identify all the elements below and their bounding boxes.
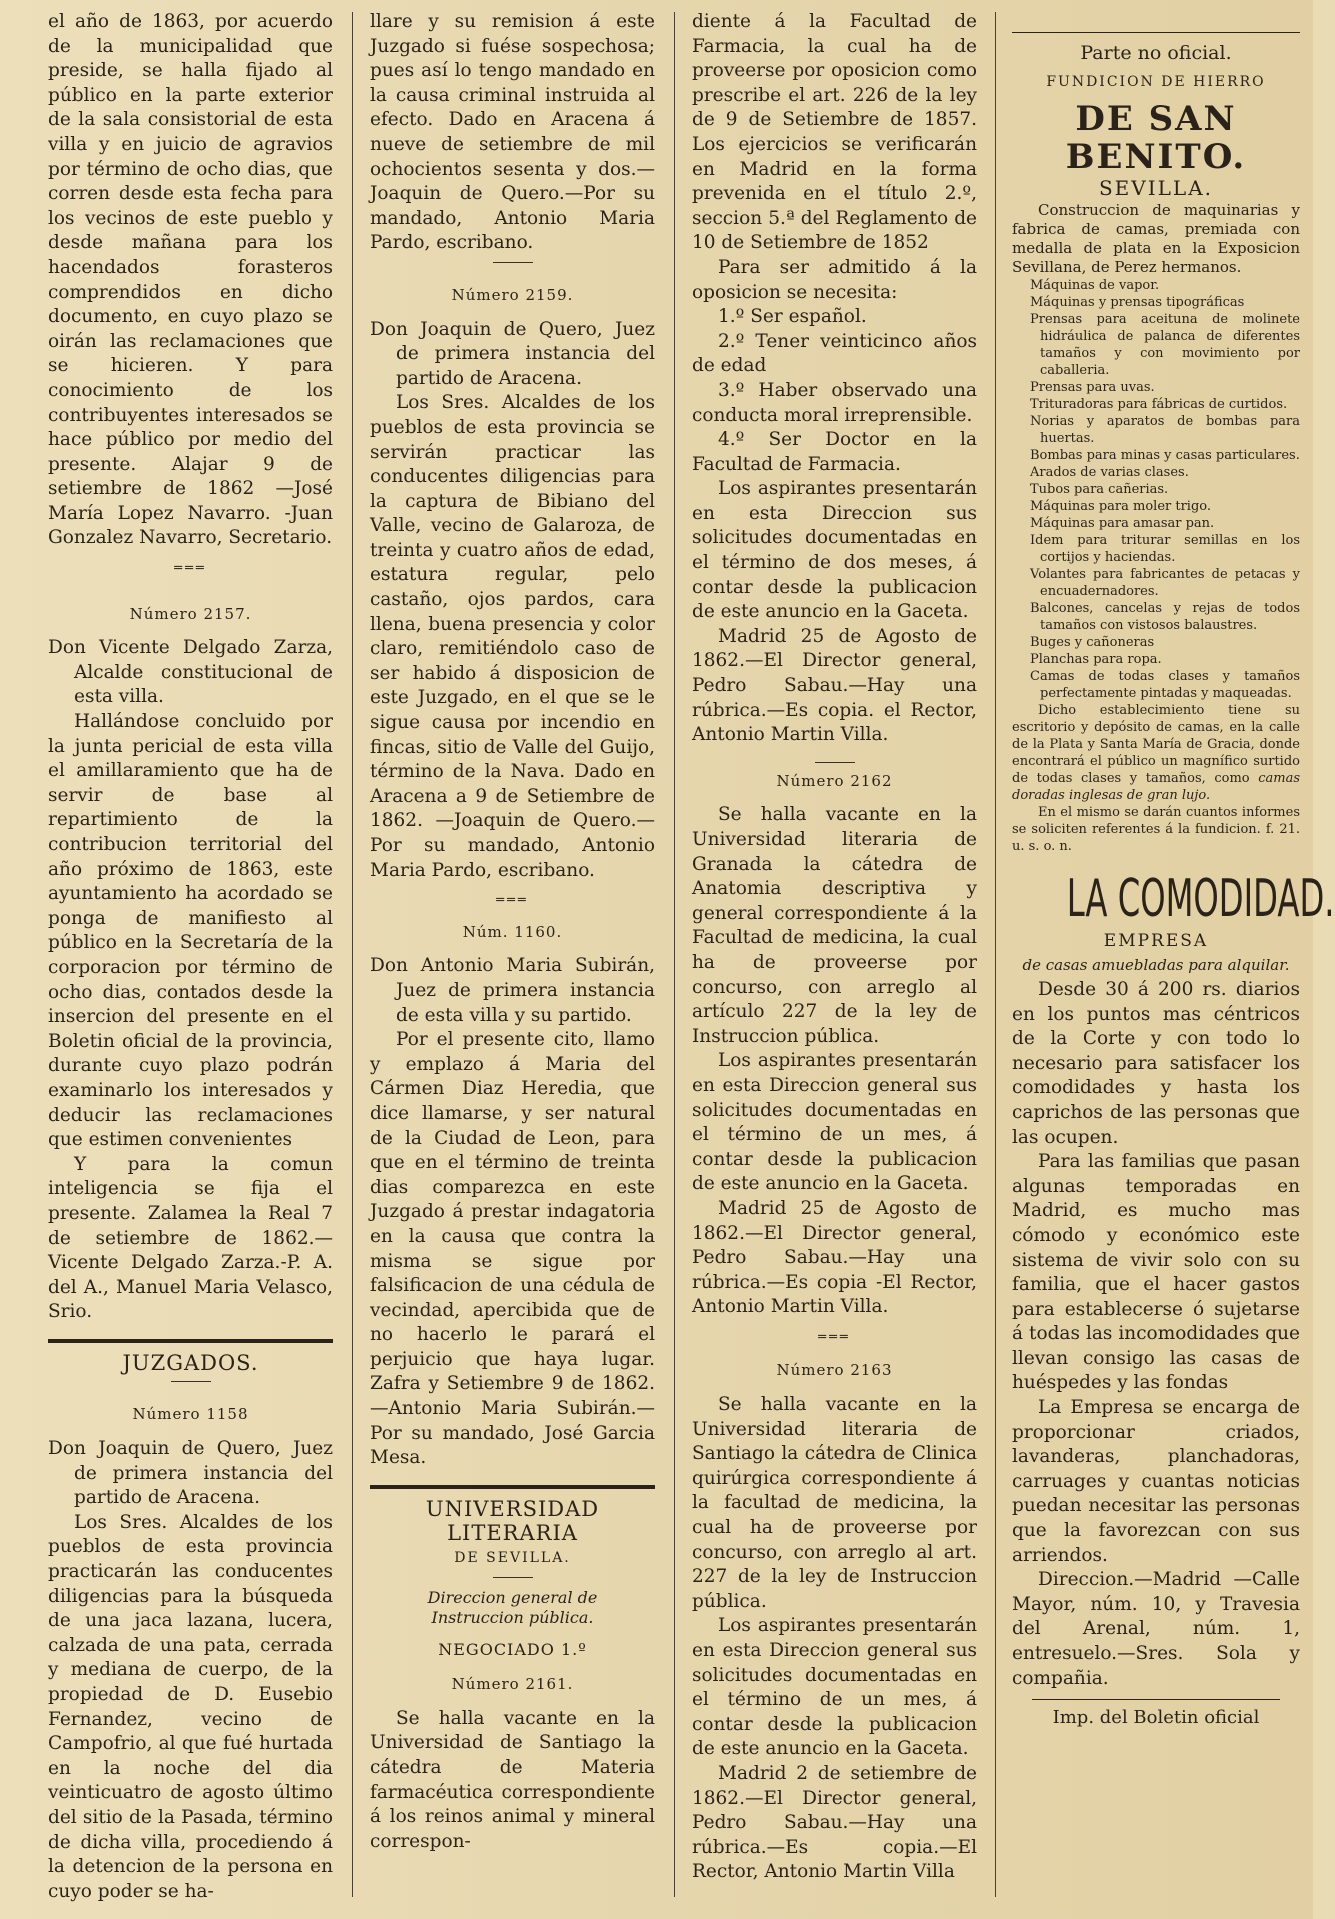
notice-number: Núm. 1160. [462,922,563,941]
product-list-item: Buges y cañoneras [1030,634,1155,650]
advert-paragraph: En el mismo se darán cuantos informes se soliciten referentes á la fundicion. f. 21. u. s. o. n. [1012,804,1300,854]
column-2 [370,10,655,1905]
product-list-item: Trituradoras para fábricas de curtidos. [1030,396,1288,412]
paragraph: Madrid 2 de setiembre de 1862.—El Director general, Pedro Sabau.—Hay una rúbrica.—Es copia.—El Rector, Antonio Martin Villa [692,1762,977,1883]
advert-italic-text: camas doradas inglesas de gran lujo. [1012,770,1300,803]
requirement: 4.º Ser Doctor en la Facultad de Farmacia. [692,429,977,475]
section-rule [1012,32,1300,33]
notice-number: Número 1158 [132,1405,249,1424]
paragraph: Por el presente cito, llamo y emplazo á Maria del Cármen Diaz Heredia, que dice llamarse, y ser natural de la Ciudad de Leon, para que en el término de treinta dias comparezca en este Juzgado á prestar indagatoria en la causa que contra la misma se sigue por falsificacion de una cédula de vecindad, apercibida que de no hacerlo le parará el perjuicio que haya lugar. Zafra y Setiembre 9 de 1862.—Antonio Maria Subirán.—Por su mandado, José Garcia Mesa. [370,1029,655,1469]
column-1 [48,10,333,1905]
advert-paragraph [1012,702,1300,804]
product-list [1012,277,1300,702]
column-4 [1012,10,1335,1905]
paragraph: diente á la Facultad de Farmacia, la cual ha de proveerse por oposicion como prescribe el art. 226 de la ley de 9 de Setiembre de 1857. Los ejercicios se verificarán en Madrid en la forma prevenida en el título 2.º, seccion 5.ª del Reglamento de 10 de Setiembre de 1852 [692,11,977,254]
column-divider [352,12,353,1897]
paragraph: Direccion.—Madrid —Calle Mayor, núm. 10, y Travesia del Arenal, núm. 1, entresuelo.—Sres. Sola y compañia. [1012,1569,1300,1689]
requirement: 3.º Haber observado una conducta moral irreprensible. [692,379,977,426]
paragraph: Y para la comun inteligencia se fija el presente. Zalamea la Real 7 de setiembre de 1862.—Vicente Delgado Zarza.-P. A. del A., Manuel Maria Velasco, Srio. [48,1153,333,1323]
advert-title: LA COMODIDAD. [1066,868,1335,929]
paragraph: La Empresa se encarga de proporcionar criados, lavanderas, planchadoras, carruages y cuantas noticias puedan necesitar las personas que la favorezcan con sus arriendos. [1012,1397,1300,1566]
footer-rule [1032,1699,1280,1700]
section-heading: UNIVERSIDAD LITERARIA [425,1496,600,1546]
section-heading: Parte no oficial. [1080,42,1232,64]
notice-heading: Don Joaquin de Quero, Juez de primera instancia del partido de Aracena. [370,318,655,389]
paragraph: Los aspirantes presentarán en esta Direccion general sus solicitudes documentadas en el término de un mes, á contar desde la publicacion de este anuncio en la Gaceta. [692,1050,977,1195]
product-list-item: Idem para triturar semillas en los cortijos y haciendas. [1030,532,1300,565]
column-3 [692,10,977,1905]
section-heading: JUZGADOS. [122,1350,259,1375]
notice-number: Número 2161. [451,1675,574,1694]
paragraph: Se halla vacante en la Universidad literaria de Granada la cátedra de Anatomia descriptiva y general correspondiente á la Facultad de medicina, la cual ha de proveerse por concurso, con arreglo al artículo 227 de la ley de Instruccion pública. [692,804,977,1047]
product-list-item: Prensas para uvas. [1030,379,1155,395]
paragraph: Los aspirantes presentarán en esta Direccion sus solicitudes documentadas en el término de dos meses, á contar desde la publicacion de este anuncio en la Gaceta. [692,478,977,623]
ornament: ═══ [496,893,529,909]
product-list-item: Tubos para cañerias. [1030,481,1169,497]
short-rule [171,1381,211,1382]
short-rule [493,262,533,263]
product-list-item: Arados de varias clases. [1030,464,1189,480]
notice-number: Número 2162 [776,771,893,790]
paragraph: Los aspirantes presentarán en esta Direccion general sus solicitudes documentadas en el término de un mes, á contar desde la publicacion de este anuncio en la Gaceta. [692,1615,977,1760]
product-list-item: Máquinas para amasar pan. [1030,515,1215,531]
column-divider [674,12,675,1897]
requirement: 2.º Tener veinticinco años de edad [692,330,977,377]
paragraph: Los Sres. Alcaldes de los pueblos de esta provincia practicarán las conducentes diligencias para la búsqueda de una jaca lazana, lucera, calzada de una pata, cerrada y mediana de cuerpo, de la propiedad de D. Eusebio Fernandez, vecino de Campofrio, al que fué hurtada en la noche del dia veinticuatro de agosto último del sitio de la Pasada, término de dicha villa, procediendo á la detencion de la persona en cuyo poder se ha- [48,1511,333,1902]
product-list-item: Balcones, cancelas y rejas de todos tamaños con vistosos balaustres. [1030,600,1300,633]
product-list-item: Planchas para ropa. [1030,651,1162,667]
notice-number: Número 2163 [776,1361,893,1380]
short-rule [493,1577,533,1578]
notice-heading: Don Joaquin de Quero, Juez de primera instancia del partido de Aracena. [48,1438,333,1509]
product-list-item: Prensas para aceituna de molinete hidráulica de palanca de diferentes tamaños y con movimiento por caballeria. [1030,311,1300,378]
column-divider [995,12,996,1897]
product-list-item: Máquinas y prensas tipográficas [1030,294,1245,310]
paragraph: llare y su remision á este Juzgado si fuése sospechosa; pues así lo tengo mandado en la causa criminal instruida al efecto. Dado en Aracena á nueve de setiembre de mil ochocientos sesenta y dos.—Joaquin de Quero.—Por su mandado, Antonio Maria Pardo, escribano. [370,11,655,254]
paragraph: Se halla vacante en la Universidad literaria de Santiago la cátedra de Clinica quirúrgica correspondiente á la facultad de medicina, la cual ha de proveerse por concurso, con arreglo al art. 227 de la ley de Instruccion pública. [692,1394,977,1612]
advert-tagline: de casas amuebladas para alquilar. [1022,956,1290,975]
paragraph: Desde 30 á 200 rs. diarios en los puntos mas céntricos de la Corte y con todo lo necesario para satisfacer los comodidades y hasta los caprichos de las personas que las ocupen. [1012,978,1300,1148]
advert-text: Dicho establecimiento tiene su escritorio y depósito de camas, en la calle de la Plata y Santa María de Gracia, donde encontrará el público un magnífico surtido de todas clases y tamaños, como [1012,702,1300,786]
section-rule [370,1485,655,1489]
product-list-item: Norias y aparatos de bombas para huertas. [1030,413,1300,446]
product-list-item: Máquinas para moler trigo. [1030,498,1212,514]
direccion-heading: Direccion general de Instruccion pública. [427,1587,598,1627]
section-subheading: DE SEVILLA. [454,1550,571,1567]
requirement: 1.º Ser español. [718,306,867,328]
notice-heading: Don Vicente Delgado Zarza, Alcalde constitucional de esta villa. [48,637,333,708]
paragraph: el año de 1863, por acuerdo de la municipalidad que preside, se halla fijado al público en la parte exterior de la sala consistorial de esta villa y en juicio de agravios por término de ocho dias, que corren desde esta fecha para los vecinos de este pueblo y desde mañana para los hacendados forasteros comprendidos en dicho documento, en cuyo plazo se oirán las reclamaciones que se hicieren. Y para conocimiento de los contribuyentes interesados se hace público por medio del presente. Alajar 9 de setiembre de 1862 —José María Lopez Navarro. -Juan Gonzalez Navarro, Secretario. [48,11,333,549]
product-list-item: Volantes para fabricantes de petacas y encuadernadores. [1030,566,1300,599]
ornament: ═══ [174,561,207,577]
advert-subheading: FUNDICION DE HIERRO [1046,73,1266,90]
paragraph: Los Sres. Alcaldes de los pueblos de esta provincia se servirán practicar las conducentes diligencias para la captura de Bibiano del Valle, vecino de Galaroza, de treinta y cuatro años de edad, estatura regular, pelo castaño, ojos pardos, cara llena, buena presencia y color claro, remitiéndolo caso de ser habido á disposicion de este Juzgado, en el que se le sigue causa por incendio en fincas, sitio de Valle del Guijo, término de la Nava. Dado en Aracena a 9 de Setiembre de 1862. —Joaquin de Quero.—Por su mandado, Antonio Maria Pardo, escribano. [370,392,655,881]
product-list-item: Camas de todas clases y tamaños perfectamente pintadas y maqueadas. [1030,668,1300,701]
short-rule [815,762,855,763]
product-list-item: Bombas para minas y casas particulares. [1030,447,1300,463]
advert-city: SEVILLA. [1098,176,1213,201]
advert-title: DE SAN BENITO. [1065,99,1247,178]
paragraph: Madrid 25 de Agosto de 1862.—El Director general, Pedro Sabau.—Hay una rúbrica.—Es copia -El Rector, Antonio Martin Villa. [692,1197,977,1318]
notice-heading: Don Antonio Maria Subirán, Juez de primera instancia de esta villa y su partido. [370,955,655,1026]
section-rule [48,1339,333,1343]
negociado-heading: NEGOCIADO 1.º [438,1639,587,1659]
notice-number: Número 2157. [129,604,252,623]
printer-imprint: Imp. del Boletin oficial [1052,1707,1260,1729]
ornament: ═══ [818,1329,851,1345]
notice-number: Número 2159. [451,285,574,304]
paragraph: Madrid 25 de Agosto de 1862.—El Director general, Pedro Sabau.—Hay una rúbrica.—Es copia. el Rector, Antonio Martin Villa. [692,625,977,746]
product-list-item: Máquinas de vapor. [1030,277,1160,293]
paragraph: Se halla vacante en la Universidad de Santiago la cátedra de Materia farmacéutica correspondiente á los reinos animal y mineral correspon- [370,1707,655,1852]
paragraph: Para ser admitido á la oposicion se necesita: [692,256,977,303]
paragraph: Hallándose concluido por la junta pericial de esta villa el amillaramiento que ha de servir de base al repartimiento de la contribucion territorial del año próximo de 1863, este ayuntamiento ha acordado se ponga de manifiesto al público en la Secretaría de la corporacion por término de ocho dias, contados desde la insercion del presente en el Boletin oficial de la provincia, durante cuyo plazo podrán examinarlo los interesados y deducir las reclamaciones que estimen convenientes [48,711,333,1151]
advert-subheading: EMPRESA [1103,930,1209,951]
advert-intro: Construccion de maquinarias y fabrica de camas, premiada con medalla de plata en la Exposicion Sevillana, de Perez hermanos. [1012,200,1300,276]
paragraph: Para las familias que pasan algunas temporadas en Madrid, es mucho mas cómodo y económico este sistema de vivir solo con su familia, que el hacer gastos para establecerse ó sujetarse á todas las incomodidades que llevan consigo las casas de huéspedes y las fondas [1012,1151,1300,1394]
